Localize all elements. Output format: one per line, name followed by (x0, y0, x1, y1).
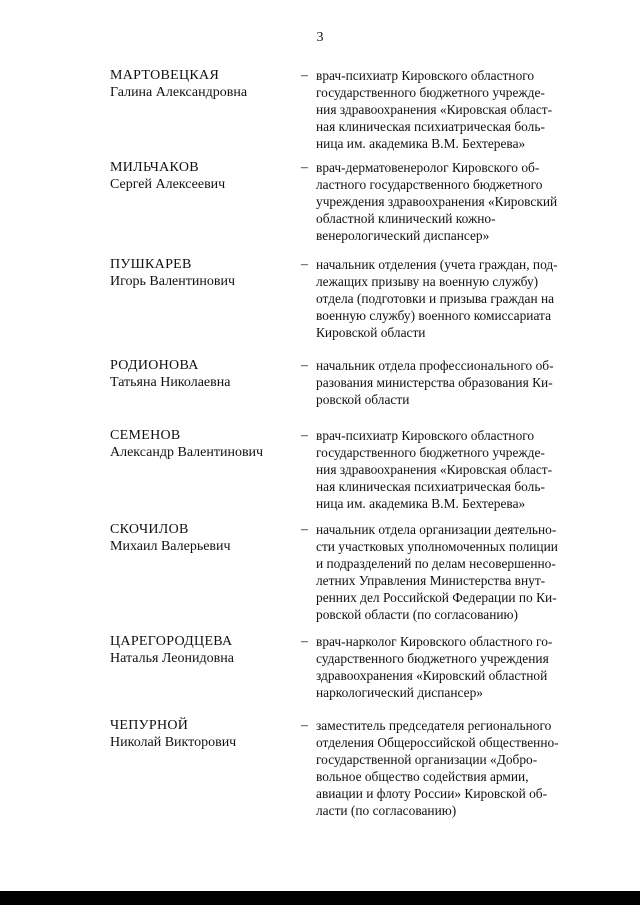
entry-dash: – (301, 257, 308, 272)
member-name (110, 159, 295, 193)
position-line: летних Управления Министерства внут- (316, 573, 546, 588)
position-line: отдела (подготовки и призыва граждан на (316, 291, 555, 306)
position-line: и подразделений по делам несовершенно- (316, 556, 556, 571)
position-line: врач-нарколог Кировского областного го- (316, 634, 553, 649)
position-line: ренних дел Российской Федерации по Ки- (316, 590, 557, 605)
position-line: сударственного бюджетного учреждения (316, 651, 549, 666)
position-line: ния здравоохранения «Кировская област- (316, 462, 553, 477)
member-position (316, 427, 588, 512)
member-name (110, 256, 295, 290)
member-position (316, 67, 588, 152)
position-line: начальник отдела организации деятельно- (316, 522, 557, 537)
position-line: здравоохранения «Кировский областной (316, 668, 548, 683)
position-line: учреждения здравоохранения «Кировский (316, 194, 558, 209)
entry-dash: – (301, 160, 308, 175)
member-surname: СКОЧИЛОВ (110, 522, 189, 537)
member-name (110, 357, 295, 391)
position-line: ластного государственного бюджетного (316, 177, 543, 192)
position-line: ница им. академика В.М. Бехтерева» (316, 496, 526, 511)
entry-dash: – (301, 718, 308, 733)
position-line: заместитель председателя регионального (316, 718, 552, 733)
member-position (316, 159, 588, 244)
member-given-names: Игорь Валентинович (110, 274, 236, 289)
position-line: ровской области (316, 392, 410, 407)
entry-dash: – (301, 68, 308, 83)
member-surname: МИЛЬЧАКОВ (110, 160, 199, 175)
position-line: вольное общество содействия армии, (316, 769, 529, 784)
position-line: начальник отделения (учета граждан, под- (316, 257, 558, 272)
member-position (316, 521, 588, 623)
member-name (110, 633, 295, 667)
member-name (110, 67, 295, 101)
member-given-names: Татьяна Николаевна (110, 375, 231, 390)
position-line: сти участковых уполномоченных полиции (316, 539, 558, 554)
position-line: государственного бюджетного учрежде- (316, 85, 545, 100)
member-surname: ПУШКАРЕВ (110, 257, 192, 272)
position-line: областной клинический кожно- (316, 211, 496, 226)
member-position (316, 256, 588, 341)
entry-dash: – (301, 428, 308, 443)
member-position (316, 717, 588, 819)
member-given-names: Сергей Алексеевич (110, 177, 226, 192)
member-position (316, 357, 588, 408)
position-line: начальник отдела профессионального об- (316, 358, 554, 373)
position-line: Кировской области (316, 325, 426, 340)
member-surname: ЦАРЕГОРОДЦЕВА (110, 634, 233, 649)
page-number: 3 (316, 30, 324, 45)
member-name (110, 717, 295, 751)
position-line: лежащих призыву на военную службу) (316, 274, 539, 289)
position-line: врач-психиатр Кировского областного (316, 428, 535, 443)
position-line: отделения Общероссийской общественно- (316, 735, 559, 750)
member-given-names: Галина Александровна (110, 85, 248, 100)
position-line: ная клиническая психиатрическая боль- (316, 119, 545, 134)
position-line: венерологический диспансер» (316, 228, 490, 243)
member-given-names: Наталья Леонидовна (110, 651, 234, 666)
entry-dash: – (301, 634, 308, 649)
member-surname: ЧЕПУРНОЙ (110, 718, 189, 733)
footer-bar (0, 891, 640, 905)
position-line: государственного бюджетного учрежде- (316, 445, 545, 460)
member-given-names: Николай Викторович (110, 735, 237, 750)
position-line: врач-психиатр Кировского областного (316, 68, 535, 83)
member-name (110, 521, 295, 555)
entry-dash: – (301, 522, 308, 537)
member-position (316, 633, 588, 701)
position-line: ласти (по согласованию) (316, 803, 457, 818)
member-surname: МАРТОВЕЦКАЯ (110, 68, 220, 83)
position-line: авиации и флоту России» Кировской об- (316, 786, 548, 801)
position-line: ная клиническая психиатрическая боль- (316, 479, 545, 494)
member-surname: СЕМЕНОВ (110, 428, 181, 443)
member-given-names: Михаил Валерьевич (110, 539, 231, 554)
member-surname: РОДИОНОВА (110, 358, 199, 373)
position-line: государственной организации «Добро- (316, 752, 538, 767)
position-line: врач-дерматовенеролог Кировского об- (316, 160, 540, 175)
position-line: военную службу) военного комиссариата (316, 308, 552, 323)
position-line: ница им. академика В.М. Бехтерева» (316, 136, 526, 151)
entry-dash: – (301, 358, 308, 373)
position-line: наркологический диспансер» (316, 685, 483, 700)
member-name (110, 427, 295, 461)
position-line: разования министерства образования Ки- (316, 375, 553, 390)
position-line: ровской области (по согласованию) (316, 607, 518, 622)
position-line: ния здравоохранения «Кировская област- (316, 102, 553, 117)
member-given-names: Александр Валентинович (110, 445, 264, 460)
